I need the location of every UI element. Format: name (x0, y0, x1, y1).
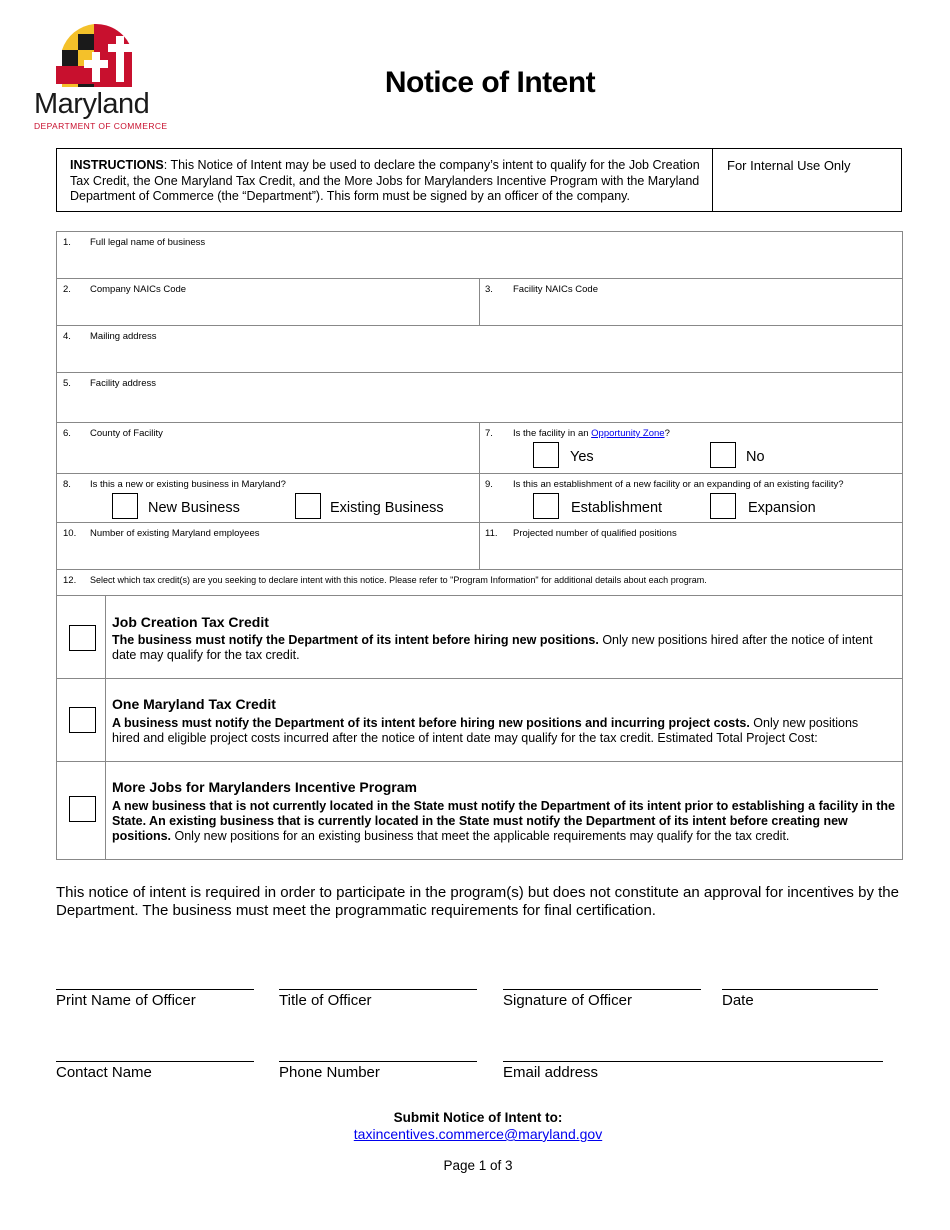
one-maryland-checkbox[interactable] (69, 707, 96, 733)
instructions-lead: INSTRUCTIONS (70, 158, 164, 172)
mailing-address-label: Mailing address (90, 331, 157, 342)
phone-line[interactable] (279, 1061, 477, 1062)
opportunity-zone-no-checkbox[interactable] (710, 442, 736, 468)
logo-wordmark: Maryland (34, 88, 150, 120)
page-title: Notice of Intent (384, 66, 596, 99)
more-jobs-title: More Jobs for Marylanders Incentive Program (112, 779, 417, 795)
establishment-checkbox[interactable] (533, 493, 559, 519)
expansion-label: Expansion (748, 500, 816, 516)
new-or-existing-label: Is this a new or existing business in Maryland? (90, 479, 286, 490)
field-9-number: 9. (485, 479, 493, 490)
one-maryland-text: A business must notify the Department of its intent before hiring new positions and incurring project costs. Only new positions hired and eligible project costs incurred after the notice of intent date may qualify for the tax credit. Estimated Total Project Cost: (112, 716, 859, 745)
email-line[interactable] (503, 1061, 883, 1062)
opportunity-zone-yes-checkbox[interactable] (533, 442, 559, 468)
establishment-or-expansion-label: Is this an establishment of a new facility or an expanding of an existing facility? (513, 479, 844, 490)
opportunity-zone-label: Is the facility in an Opportunity Zone? (513, 428, 670, 439)
title-line[interactable] (279, 989, 477, 990)
projected-positions-label: Projected number of qualified positions (513, 528, 677, 539)
date-label: Date (722, 992, 754, 1009)
establishment-label: Establishment (571, 500, 663, 516)
field-5-number: 5. (63, 378, 71, 389)
existing-business-label: Existing Business (330, 500, 444, 516)
submit-label: Submit Notice of Intent to: (393, 1110, 563, 1125)
print-name-label: Print Name of Officer (56, 992, 196, 1009)
field-10-number: 10. (63, 528, 77, 539)
job-creation-checkbox[interactable] (69, 625, 96, 651)
field-4-number: 4. (63, 331, 71, 342)
one-maryland-title: One Maryland Tax Credit (112, 696, 276, 712)
email-label: Email address (503, 1064, 599, 1081)
more-jobs-text: A new business that is not currently located in the State must notify the Department of its intent prior to establishing a facility in the State. An existing business that is currently located in the State must notify the Department of its intent before creating new positions. Only new positions for an existing business that meet the applicable requirements may qualify for the tax credit. (112, 799, 895, 843)
notice-paragraph: This notice of intent is required in order to participate in the program(s) but does not constitute an approval for incentives by the Department. The business must meet the programmatic requirements for final certification. (56, 884, 899, 919)
opportunity-zone-no-label: No (746, 449, 765, 465)
existing-business-checkbox[interactable] (295, 493, 321, 519)
phone-label: Phone Number (279, 1064, 380, 1081)
company-naics-label: Company NAICs Code (90, 284, 187, 295)
field-12-number: 12. (63, 575, 77, 586)
facility-naics-label: Facility NAICs Code (513, 284, 598, 295)
internal-use-label: For Internal Use Only (727, 158, 851, 173)
field-6-number: 6. (63, 428, 71, 439)
date-line[interactable] (722, 989, 878, 990)
tax-credit-selection-label: Select which tax credit(s) are you seeking to declare intent with this notice. Please refer to "Program Information" for additional details about each program. (90, 575, 707, 585)
field-2-number: 2. (63, 284, 71, 295)
page-number: Page 1 of 3 (443, 1158, 513, 1173)
field-8-number: 8. (63, 479, 71, 490)
submit-email-wrapper (0, 1126, 950, 1142)
contact-name-line[interactable] (56, 1061, 254, 1062)
form-table (56, 231, 903, 860)
field-3-number: 3. (485, 284, 493, 295)
field-11-number: 11. (485, 528, 498, 539)
field-7-number: 7. (485, 428, 493, 439)
full-legal-name-label: Full legal name of business (90, 237, 206, 248)
opportunity-zone-yes-label: Yes (570, 449, 594, 465)
new-business-checkbox[interactable] (112, 493, 138, 519)
county-of-facility-label: County of Facility (90, 428, 163, 439)
print-name-line[interactable] (56, 989, 254, 990)
existing-employees-label: Number of existing Maryland employees (90, 528, 260, 539)
submit-email-link[interactable]: taxincentives.commerce@maryland.gov (353, 1126, 603, 1142)
contact-name-label: Contact Name (56, 1064, 152, 1081)
opportunity-zone-link[interactable]: Opportunity Zone (591, 428, 665, 439)
instructions-divider (712, 149, 713, 211)
logo-subtitle: DEPARTMENT OF COMMERCE (34, 121, 168, 131)
title-label: Title of Officer (279, 992, 372, 1009)
facility-address-label: Facility address (90, 378, 156, 389)
job-creation-title: Job Creation Tax Credit (112, 614, 269, 630)
expansion-checkbox[interactable] (710, 493, 736, 519)
new-business-label: New Business (148, 500, 240, 516)
field-1-number: 1. (63, 237, 71, 248)
more-jobs-checkbox[interactable] (69, 796, 96, 822)
instructions-box (56, 148, 902, 212)
instructions-text (70, 158, 700, 205)
signature-line[interactable] (503, 989, 701, 990)
job-creation-text: The business must notify the Department of its intent before hiring new positions. Only new positions hired after the notice of intent date may qualify for the tax credit. (112, 633, 873, 662)
signature-label: Signature of Officer (503, 992, 632, 1009)
instructions-body: : This Notice of Intent may be used to declare the company’s intent to qualify for the Job Creation Tax Credit, the One Maryland Tax Credit, and the More Jobs for Marylanders Incentive Program with the Maryland Department of Commerce (the “Department”). This form must be signed by an officer of the company. (70, 158, 700, 203)
